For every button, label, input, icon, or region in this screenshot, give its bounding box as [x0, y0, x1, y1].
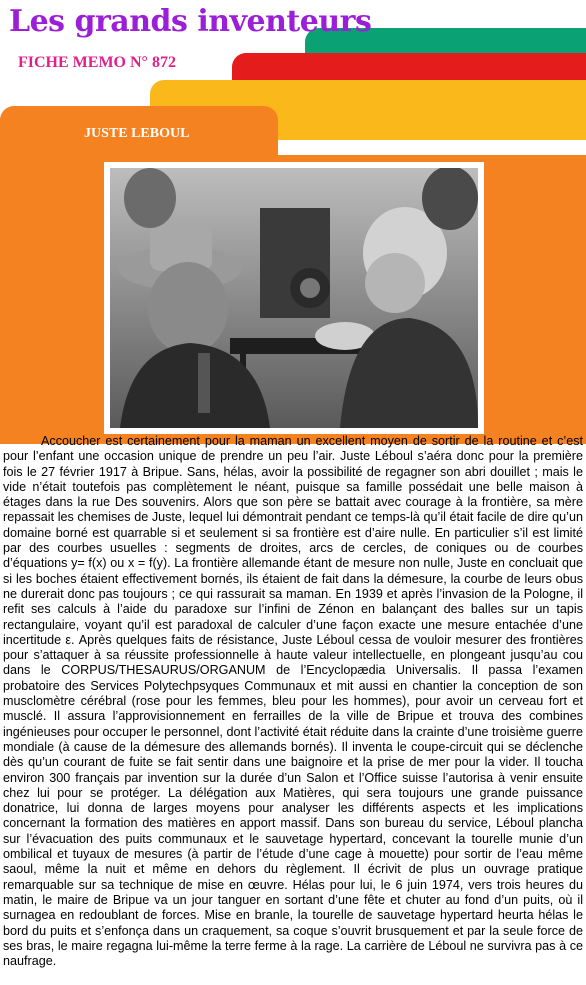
archival-photo-icon	[110, 168, 478, 428]
photo-frame	[104, 162, 484, 434]
page-title: Les grands inventeurs	[9, 4, 372, 39]
article-body: Accoucher est certainement pour la maman un excellent moyen de sortir de la routine et c’est pour l’enfant une occasion unique de prendre un peu l’air. Juste Léboul s’aéra donc pour la première fois le 27 février 1917 à Bripue. Sans, hélas, avoir la possibilité de regagner son abri douillet ; mais le vide n’était toutefois pas complètement le néant, puisque sa famille possédait une belle maison à étages dans la rue Des souvenirs. Alors que son père se battait avec courage à la frontière, sa mère repassait les chemises de Juste, lequel lui démontrait pendant ce temps-là qu’il était facile de dire qu’un domaine borné est quarrable si et seulement si sa frontière est d’aire nulle. En particulier s’il est limité par des courbes usuelles : segments de droites, arcs de cercles, de coniques ou de courbes d’équations y= f(x) ou x = f(y). La frontière allemande étant de mesure non nulle, Juste en concluait que si les boches étaient effectivement bornés, ils étaient de fait dans la démesure, la courbe de leurs obus ne durerait donc pas toujours ; ce qui rassurait sa maman. En 1939 et après l’invasion de la Pologne, il refit ses calculs à l’aide du paradoxe sur l’infini de Zénon en balançant des balles sur un tapis rectangulaire, voyant qu’il est paradoxal de calculer d’une façon exacte une mesure entachée d’une incertitude ε. Après quelques faits de résistance, Juste Léboul cessa de vouloir mesurer des frontières pour s’attaquer à sa réussite professionnelle à haute valeur intellectuelle, en plongeant jusqu’au cou dans le CORPUS/THESAURUS/ORGANUM de l’Encyclopædia Universalis. Il passa l’examen probatoire des Services Polytechpsyques Communaux et mit aussi en chantier la conception de son musclomètre cérébral (rose pour les femmes, bleu pour les hommes), pour avoir un cerveau fort et musclé. Il assura l’approvisionnement en ferrailles de la ville de Bripue et trouva des combines ingénieuses pour occuper le personnel, dont l’activité était réduite dans la crainte d’une troisième guerre mondiale (à cause de la démesure des allemands bornés). Il inventa le coupe-circuit qui se déclenche dès qu’un courant de fuite se fait sentir dans une baignoire et la prise de mer pour la vider. Il toucha environ 300 français par invention sur la durée d’un Salon et l’Office suisse l’autorisa à venir ensuite chez lui pour se protéger. La délégation aux Matières, qui sera toujours une grande puissance donatrice, lui donna de larges moyens pour analyser les différents aspects et les implications concernant la formation des matières en apport massif. Dans son bureau du service, Léboul plancha sur l’évacuation des puits communaux et le sauvetage hypertard, concevant la tourelle munie d’un ombilical et tuyaux de mesures (à partir de l’étude d’une cage à mouette) pour sortir de l’eau même saoul, même la nuit et même en dehors du règlement. Il écrivit de plus un ouvrage pratique remarquable sur sa technique de mise en œuvre. Hélas pour lui, le 6 juin 1974, vers trois heures du matin, le maire de Bripue va un jour tanguer en sortant d’une fête et chuter au fond d’un puits, où il surnagea en redoublant de forces. Mise en branle, la tourelle de sauvetage hypertard heurta hélas le bord du puits et s’enfonça dans un craquement, sa coque s’ouvrit brusquement et par la seule force de ses bras, le maire regagna lui-même la terre ferme à la rage. La carrière de Léboul ne survivra pas à ce naufrage.	[3, 434, 583, 969]
memo-number: FICHE MEMO N° 872	[18, 54, 176, 71]
inventor-name: JUSTE LEBOUL	[84, 126, 190, 141]
